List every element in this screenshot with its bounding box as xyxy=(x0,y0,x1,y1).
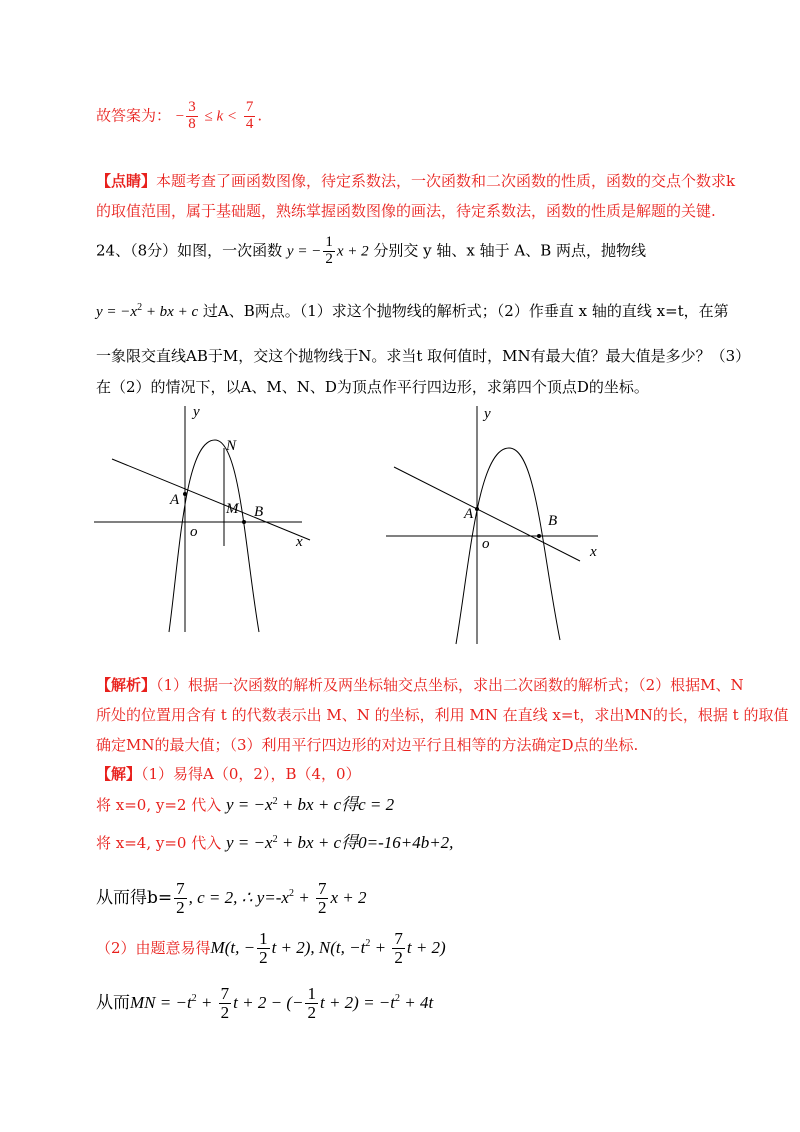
left-label-x: x xyxy=(296,534,303,550)
solution-step-1: （1）易得A（0，2），B（4，0） xyxy=(141,765,361,783)
answer-end: . xyxy=(257,106,263,125)
solution-step-4-frac-1 xyxy=(174,880,187,917)
solution-step-5-c: + xyxy=(370,937,391,957)
right-label-o: o xyxy=(482,536,490,552)
comment-text-1: 本题考查了画函数图像，待定系数法，一次函数和二次函数的性质，函数的交点个数求k xyxy=(156,172,736,190)
right-parabola xyxy=(456,448,560,644)
solution-step-6-a: MN = −t xyxy=(130,992,192,1012)
solution-step-6-frac-2-num: 1 xyxy=(307,984,316,1003)
problem-line-1-tail: 分别交 y 轴、x 轴于 A、B 两点，抛物线 xyxy=(373,241,647,260)
left-point-b xyxy=(242,520,246,524)
solution-step-6-c: t + 2 − (− xyxy=(233,992,304,1012)
solution-line-5 xyxy=(96,930,446,967)
solution-step-3-sq: 2 xyxy=(272,834,278,845)
solution-step-5-a: M(t, − xyxy=(210,937,256,957)
comment-line-1 xyxy=(96,170,735,191)
solution-step-4-frac-1-num: 7 xyxy=(176,879,185,898)
answer-line xyxy=(96,100,262,133)
solution-step-5-frac-1-num: 1 xyxy=(259,929,268,948)
solution-step-4-lead: 从而得b= xyxy=(96,887,173,908)
right-label-b: B xyxy=(548,513,558,529)
solution-step-3-eq: y = −x xyxy=(226,833,273,852)
solution-step-4-frac-2 xyxy=(316,880,329,917)
analysis-text-3: 确定MN的最大值；（3）利用平行四边形的对边平行且相等的方法确定D点的坐标. xyxy=(96,736,639,754)
solution-step-5-frac-2-num: 7 xyxy=(394,929,403,948)
problem-line-4 xyxy=(96,376,649,397)
analysis-line-1 xyxy=(96,674,744,695)
answer-frac-1 xyxy=(186,100,198,133)
problem-line-eq: y = − xyxy=(286,243,322,260)
solution-step-6-d: t + 2) = −t xyxy=(319,992,395,1012)
solution-step-6-b: + xyxy=(196,992,217,1012)
solution-step-4-frac-1-den: 2 xyxy=(176,897,185,917)
solution-line-4 xyxy=(96,880,366,917)
problem-line-1 xyxy=(96,235,646,268)
solution-step-2-tail: + bx + c得c = 2 xyxy=(277,795,395,814)
solution-step-5-sq: 2 xyxy=(365,938,371,950)
figure-left xyxy=(90,400,320,640)
solution-step-6-frac-1-num: 7 xyxy=(220,984,230,1003)
problem-line-3-text: 一象限交直线AB于M，交这个抛物线于N。求当t 取何值时，MN有最大值？最大值是多少？（3） xyxy=(96,347,751,365)
solution-step-3-tail: + bx + c得0=-16+4b+2, xyxy=(277,833,454,852)
answer-lead: 故答案为： xyxy=(96,106,172,125)
problem-parabola-sq: 2 xyxy=(137,302,143,313)
solution-step-6-sq-1: 2 xyxy=(191,993,197,1005)
solution-step-5-frac-2 xyxy=(392,930,405,967)
solution-step-6-e: + 4t xyxy=(400,992,434,1012)
solution-line-6 xyxy=(96,985,433,1022)
solution-step-5-d: t + 2) xyxy=(406,937,446,957)
left-parabola xyxy=(169,440,259,632)
problem-line-2 xyxy=(96,300,729,321)
answer-ineq: ≤ k < xyxy=(204,108,238,125)
problem-frac-den: 2 xyxy=(325,250,333,267)
solution-step-2-eq: y = −x xyxy=(226,795,273,814)
problem-number: 24、（8分）如图，一次函数 xyxy=(96,241,283,260)
right-point-a xyxy=(475,507,479,511)
solution-step-5-frac-1 xyxy=(257,930,270,967)
answer-minus: − xyxy=(175,108,185,125)
solution-step-6-frac-1-den: 2 xyxy=(220,1002,230,1022)
answer-frac-1-num: 3 xyxy=(188,99,196,115)
solution-line-1 xyxy=(96,763,361,784)
right-label-a: A xyxy=(464,506,474,522)
solution-line-2 xyxy=(96,790,394,815)
solution-step-6-frac-2-den: 2 xyxy=(307,1002,316,1022)
right-point-b xyxy=(537,534,541,538)
problem-parabola: y = −x xyxy=(96,304,138,320)
solution-bracket: 【解】 xyxy=(96,765,142,783)
solution-step-6-lead: 从而 xyxy=(96,992,130,1013)
left-line-ab xyxy=(112,459,310,540)
answer-frac-2-num: 7 xyxy=(245,99,254,115)
solution-step-3-lead: 将 x=4, y=0 代入 xyxy=(96,834,222,852)
figure-right xyxy=(380,400,610,650)
solution-step-4-tail: x + 2 xyxy=(330,887,367,907)
solution-step-4-sq: 2 xyxy=(288,888,294,900)
left-label-a: A xyxy=(170,492,180,508)
solution-step-4-frac-2-den: 2 xyxy=(317,897,327,917)
right-label-x: x xyxy=(590,544,597,560)
comment-text-2: 的取值范围，属于基础题，熟练掌握函数图像的画法，待定系数法，函数的性质是解题的关键. xyxy=(96,202,716,220)
problem-line-4-text: 在（2）的情况下，以A、M、N、D为顶点作平行四边形，求第四个顶点D的坐标。 xyxy=(96,378,649,396)
left-label-n: N xyxy=(226,438,237,454)
left-point-a xyxy=(183,492,187,496)
analysis-text-1: （1）根据一次函数的解析及两坐标轴交点坐标，求出二次函数的解析式；（2）根据M、N xyxy=(156,676,744,694)
analysis-text-2: 所处的位置用含有 t 的代数表示出 M、N 的坐标，利用 MN 在直线 x=t，求出MN的长，根据 t 的取值 xyxy=(96,706,789,724)
left-label-m: M xyxy=(226,501,239,517)
left-label-b: B xyxy=(254,504,264,520)
left-label-y: y xyxy=(193,404,200,420)
solution-step-6-sq-2: 2 xyxy=(395,993,400,1005)
problem-line-2-tail: 过A、B两点。（1）求这个抛物线的解析式；（2）作垂直 x 轴的直线 x=t，在第 xyxy=(202,302,729,320)
solution-step-5-frac-1-den: 2 xyxy=(259,947,268,967)
problem-parabola-tail: + bx + c xyxy=(142,304,199,320)
solution-step-5-b: t + 2), N(t, −t xyxy=(271,937,366,957)
solution-step-4-frac-2-num: 7 xyxy=(317,879,327,898)
problem-frac-num: 1 xyxy=(325,234,333,250)
solution-step-2-sq: 2 xyxy=(272,796,278,807)
solution-step-6-frac-2 xyxy=(305,985,318,1022)
comment-line-2 xyxy=(96,200,716,221)
answer-frac-2 xyxy=(244,100,256,133)
solution-step-2-lead: 将 x=0, y=2 代入 xyxy=(96,796,222,814)
right-label-y: y xyxy=(484,406,491,422)
problem-line-x: x + 2 xyxy=(336,243,369,260)
analysis-bracket: 【解析】 xyxy=(96,676,157,694)
solution-line-3 xyxy=(96,828,453,853)
solution-step-4-plus: + xyxy=(293,887,314,907)
answer-frac-2-den: 4 xyxy=(245,115,254,132)
solution-step-6-frac-1 xyxy=(219,985,232,1022)
problem-frac xyxy=(323,235,335,268)
solution-step-4-mid: , c = 2, ∴ y=-x xyxy=(188,887,289,907)
left-label-o: o xyxy=(190,524,198,540)
comment-bracket: 【点睛】 xyxy=(96,172,157,190)
answer-frac-1-den: 8 xyxy=(188,115,196,132)
analysis-line-2 xyxy=(96,704,788,725)
solution-step-5-lead: （2）由题意易得 xyxy=(96,938,211,957)
problem-line-3 xyxy=(96,345,750,366)
analysis-line-3 xyxy=(96,734,638,755)
solution-step-5-frac-2-den: 2 xyxy=(394,947,403,967)
